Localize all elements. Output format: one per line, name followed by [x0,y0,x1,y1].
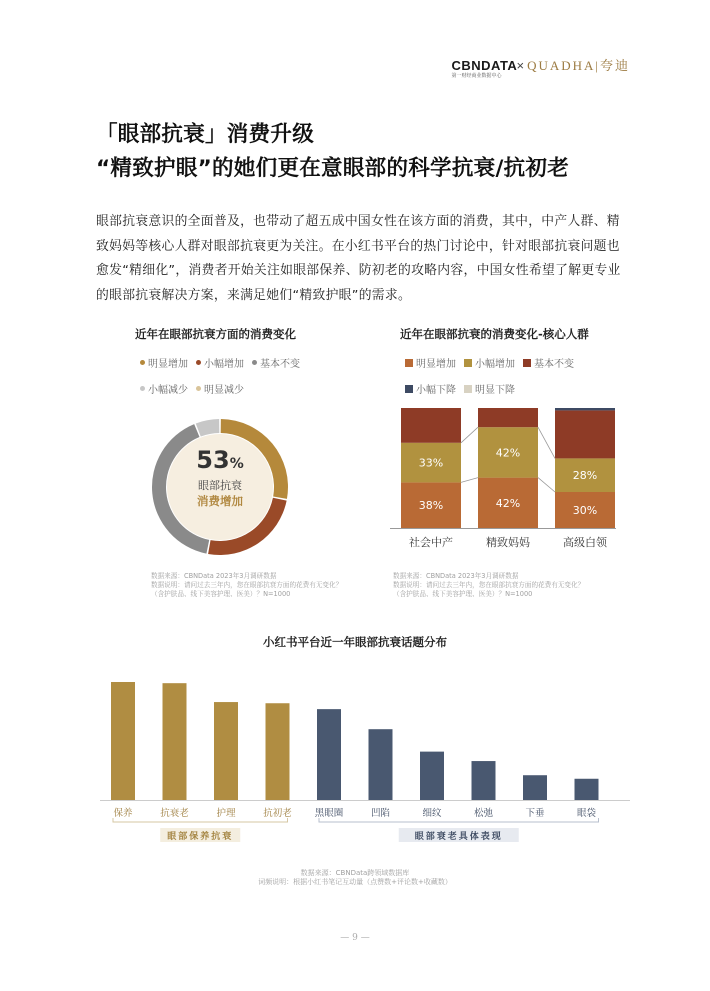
topic-category-label: 眼袋 [576,808,597,819]
source-line: 数据说明：请问过去三年内，您在眼部抗衰方面的花费有无变化？ [393,581,585,589]
topic-category-label: 护理 [216,808,236,819]
donut-source-note [151,572,342,599]
stacked-segment [555,408,615,410]
group-label-1: 眼部保养抗衰 [167,832,234,842]
source-line: 词频说明：根据小红书笔记互动量（点赞数+评论数+收藏数） [258,878,452,886]
legend-label: 基本不变 [260,359,300,370]
legend-label: 小幅减少 [148,385,188,396]
source-line: 数据说明：请问过去三年内，您在眼部抗衰方面的花费有无变化？ [151,581,343,589]
stacked-data-label: 38% [418,499,444,513]
stacked-connector-line [538,478,555,492]
legend-item-obvious-down [196,381,244,396]
topic-category-label: 松弛 [473,808,494,819]
topic-category-label: 细纹 [422,808,442,819]
legend-item-slight-down [140,381,188,396]
cbndata-logo [451,58,518,80]
topic-category-label: 抗衰老 [160,808,189,819]
legend-item-slight-up [196,355,244,370]
legend-label: 小幅增加 [204,359,244,370]
stacked-data-label: 33% [418,456,444,470]
topic-bar [111,682,135,800]
legend-item-obvious-up [140,355,188,370]
topic-category-label: 下垂 [525,808,545,819]
topic-category-label: 黑眼圈 [314,808,344,819]
stacked-data-label: 42% [495,446,521,460]
legend-item-no-change [252,355,300,370]
stacked-bar-chart [380,398,620,558]
topic-source-note [0,869,710,887]
stacked-segment [555,410,615,458]
source-line: 数据来源：CBNData 2023年3月调研数据 [393,572,519,580]
legend-item-obvious-up [405,355,456,370]
page-title [96,118,569,186]
donut-center-value: 53 [196,446,230,474]
donut-center-label [170,445,270,509]
stacked-category-label: 高级白领 [563,536,607,549]
brand-logo [451,59,630,89]
stacked-source-note [393,572,584,599]
stacked-connector-line [461,478,478,483]
stacked-data-label: 28% [572,469,598,483]
intro-paragraph: 眼部抗衰意识的全面普及，也带动了超五成中国女性在该方面的消费，其中，中产人群、精致妈妈等核心人群对眼部抗衰更为关注。在小红书平台的热门讨论中，针对眼部抗衰问题也愈发“精细化”，消费者开始关注如眼部保养、防初老的攻略内容，中国女性希望了解更专业的眼部抗衰解决方案，来满足她们“精致护眼”的需求。 [96,214,621,303]
legend-label: 小幅增加 [475,359,515,370]
group-label-2: 眼部衰老具体表现 [414,832,503,842]
stacked-chart-title: 近年在眼部抗衰的消费变化-核心人群 [400,327,589,341]
donut-center-line-1: 眼部抗衰 [198,479,242,492]
stacked-connector-line [461,427,478,443]
logo-separator: × [516,58,525,73]
topic-bar [266,703,290,800]
topic-chart-title: 小红书平台近一年眼部抗衰话题分布 [263,635,447,649]
stacked-segment [478,408,538,427]
source-line: （含护肤品、线下美容护理、医美）？N=1000 [393,590,533,598]
legend-label: 基本不变 [534,359,574,370]
stacked-data-label: 42% [495,496,521,510]
topic-bar [369,729,393,800]
legend-label: 明显增加 [416,359,456,370]
title-line-1: 「眼部抗衰」消费升级 [96,122,315,147]
stacked-connector-line [538,427,555,458]
stacked-data-label: 30% [572,504,598,517]
donut-slice-4 [196,419,220,437]
topic-bar [163,683,187,800]
donut-center-unit: % [229,456,244,472]
legend-item-no-change [523,355,574,370]
source-line: （含护肤品、线下美容护理、医美）？N=1000 [151,590,291,598]
group-bracket-1 [113,818,288,822]
stacked-segment [401,408,461,443]
source-line: 数据来源：CBNData跨领域数据库 [300,869,410,877]
topic-bar [523,775,547,800]
topic-bar [317,709,341,800]
source-line: 数据来源：CBNData 2023年3月调研数据 [151,572,277,580]
title-line-2: “精致护眼”的她们更在意眼部的科学抗衰/抗初老 [96,156,570,181]
cbndata-wordmark: CBNDATA [451,58,518,73]
legend-label: 明显增加 [148,359,188,370]
topic-bar-chart [95,670,635,850]
legend-label: 小幅下降 [416,385,456,396]
topic-bar [575,779,599,800]
legend-item-obvious-down [464,381,515,396]
topic-bar [472,761,496,800]
donut-chart-title: 近年在眼部抗衰方面的消费变化 [135,327,296,341]
legend-item-slight-up [464,355,515,370]
topic-category-label: 凹陷 [370,808,391,819]
legend-label: 明显减少 [204,385,244,396]
stacked-category-label: 社会中产 [409,536,453,549]
legend-label: 明显下降 [475,385,515,396]
group-bracket-2 [319,818,599,822]
quadha-logo: QUADHA|夸迪 [527,58,630,73]
cbndata-subtitle: 第一财经商业数据中心 [451,73,502,79]
page-number: — 9 — [340,933,370,943]
topic-bar [420,752,444,800]
donut-legend [140,355,300,407]
donut-center-percent [170,445,270,479]
donut-center-line-2: 消费增加 [197,494,243,508]
topic-category-label: 抗初老 [263,808,292,819]
topic-category-label: 保养 [113,808,133,819]
topic-bar [214,702,238,800]
stacked-category-label: 精致妈妈 [486,536,530,549]
legend-item-slight-down [405,381,456,396]
